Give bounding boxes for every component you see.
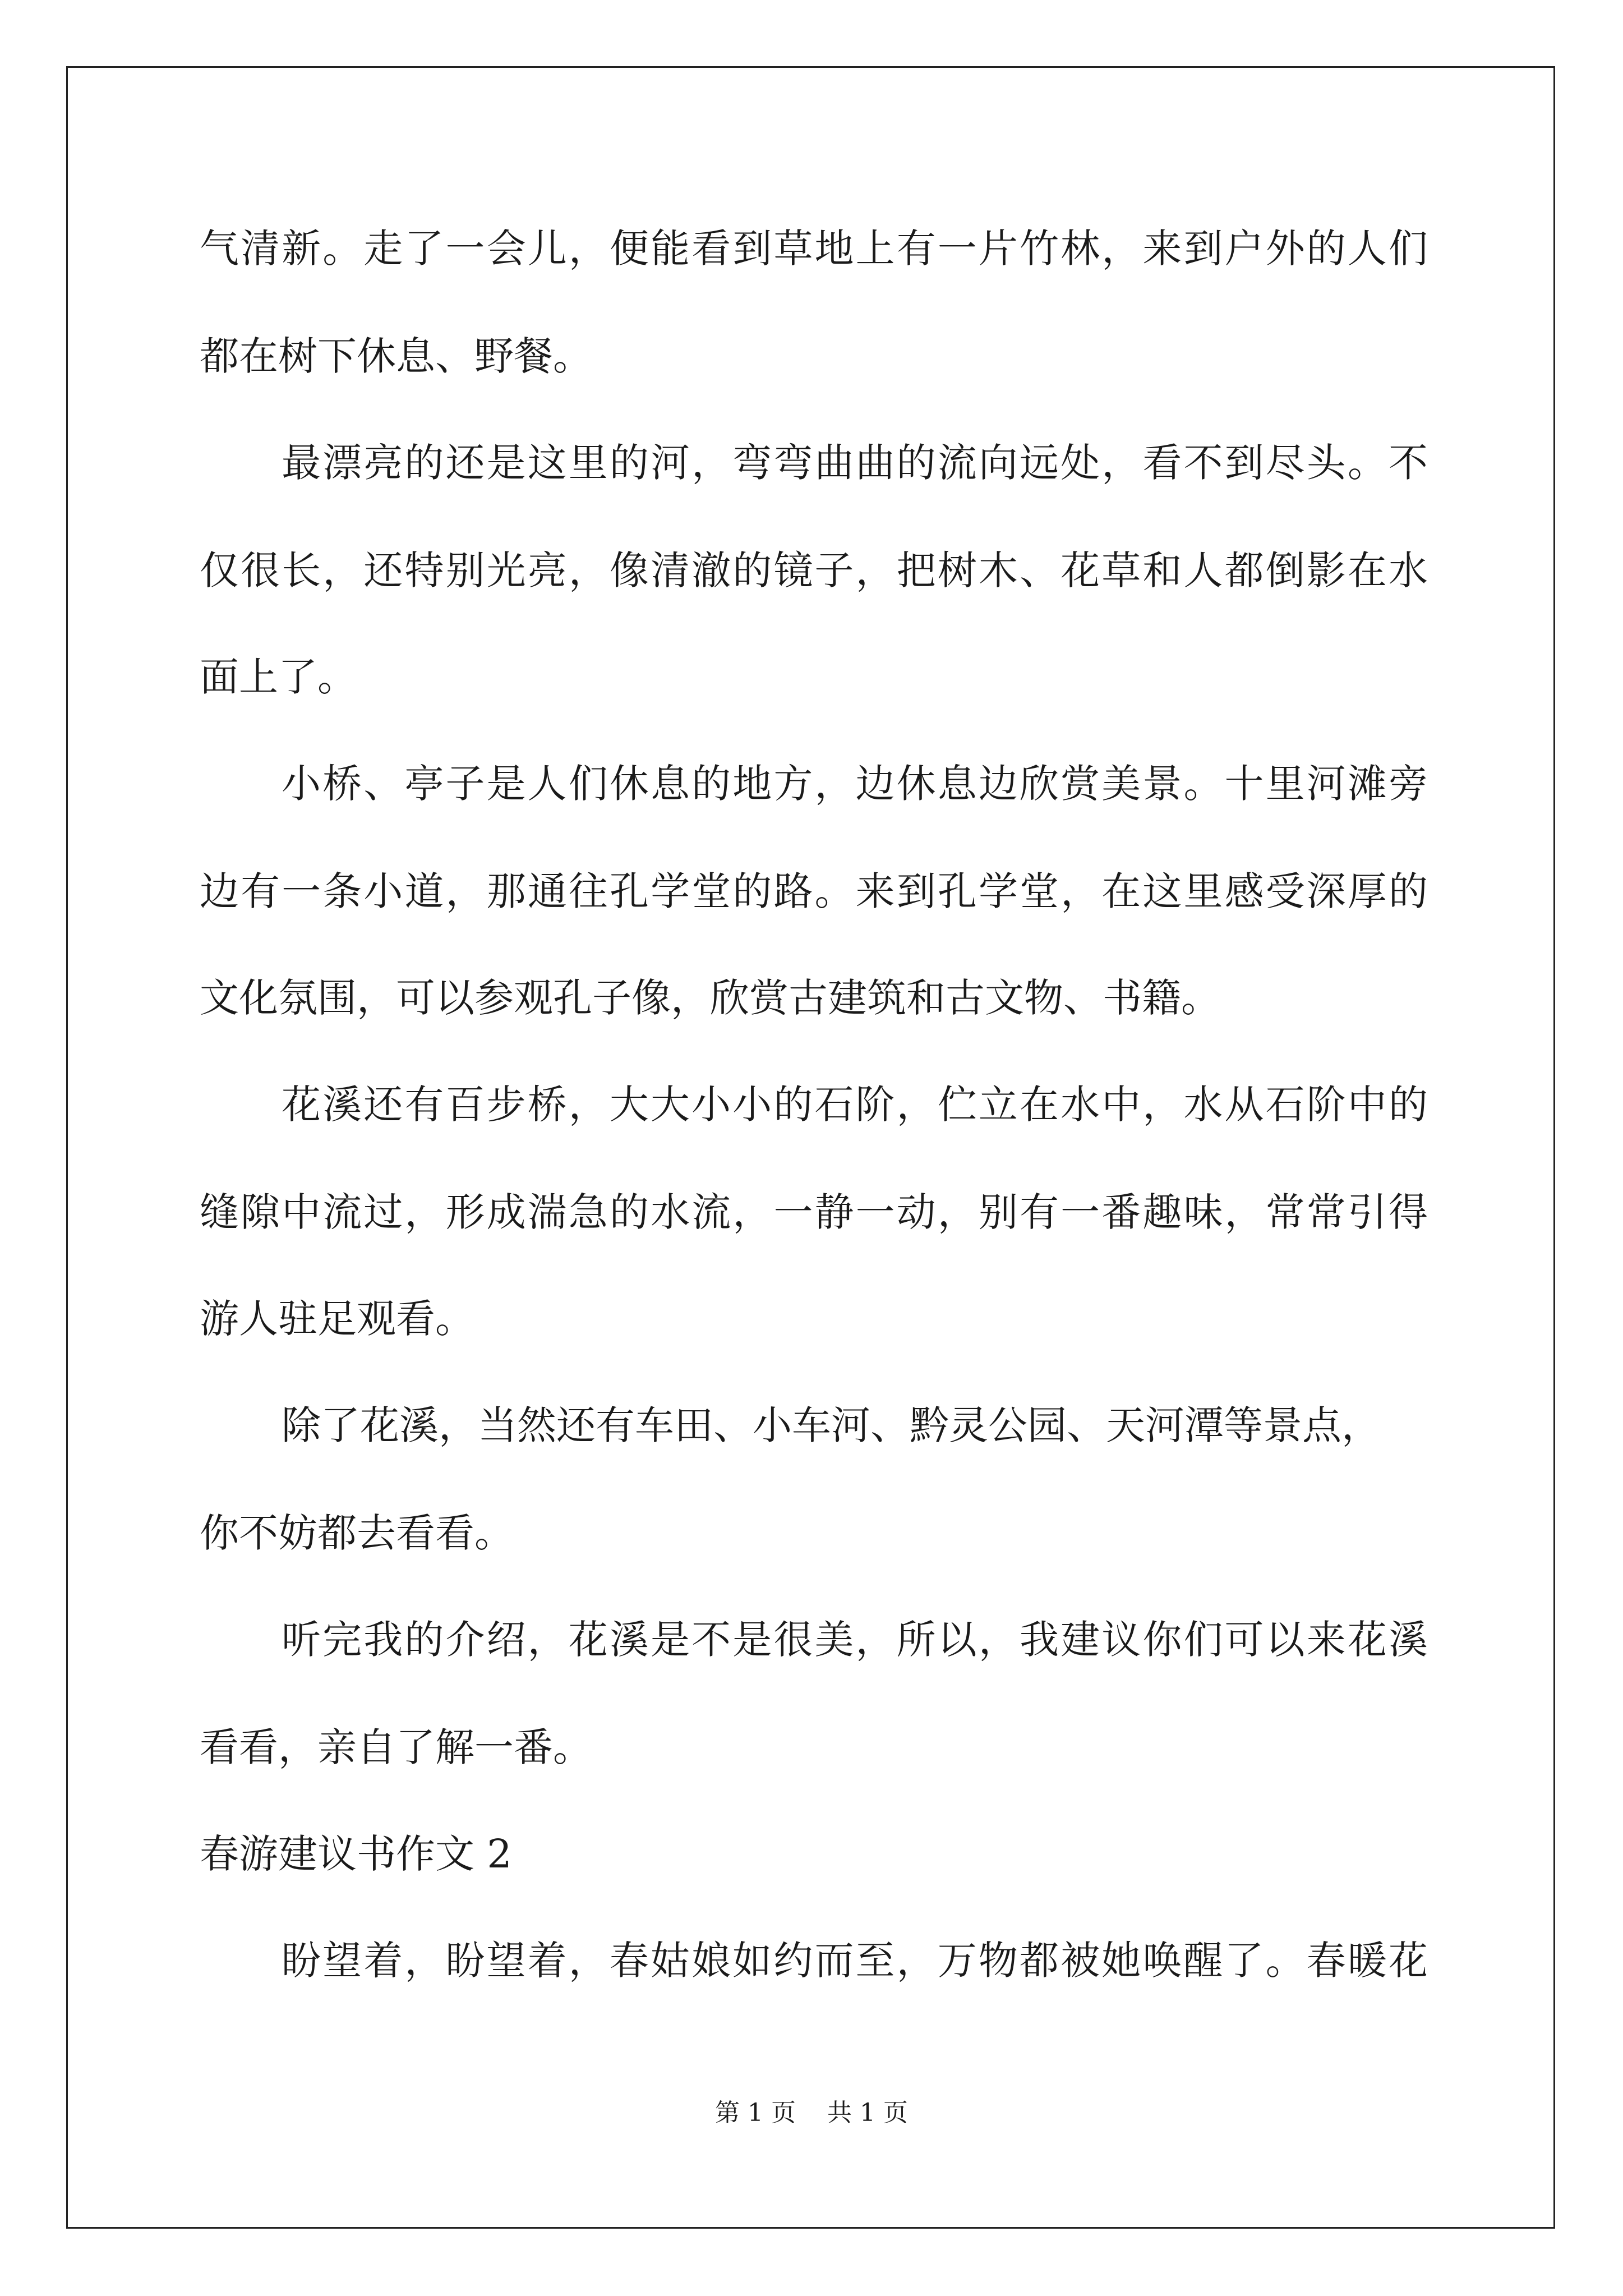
text-line: 小桥、亭子是人们休息的地方，边休息边欣赏美景。十里河滩旁 <box>282 761 1428 807</box>
text-line: 游人驻足观看。 <box>200 1296 474 1342</box>
text-line: 听完我的介绍，花溪是不是很美，所以，我建议你们可以来花溪 <box>282 1617 1428 1663</box>
text-line: 文化氛围，可以参观孔子像，欣赏古建筑和古文物、书籍。 <box>200 975 1220 1021</box>
text-line: 最漂亮的还是这里的河，弯弯曲曲的流向远处，看不到尽头。不 <box>282 440 1428 486</box>
text-line: 缝隙中流过，形成湍急的水流，一静一动，别有一番趣味，常常引得 <box>200 1189 1428 1235</box>
page-footer: 第 1 页 共 1 页 <box>715 2099 908 2127</box>
section-heading: 春游建议书作文 2 <box>200 1831 512 1877</box>
text-line: 花溪还有百步桥，大大小小的石阶，伫立在水中，水从石阶中的 <box>282 1082 1428 1128</box>
page-border <box>66 66 1555 2229</box>
text-line: 盼望着，盼望着，春姑娘如约而至，万物都被她唤醒了。春暖花 <box>282 1938 1428 1984</box>
text-line: 面上了。 <box>200 654 357 700</box>
text-line: 仅很长，还特别光亮，像清澈的镜子，把树木、花草和人都倒影在水 <box>200 547 1428 593</box>
text-line: 你不妨都去看看。 <box>200 1510 514 1556</box>
text-line: 边有一条小道，那通往孔学堂的路。来到孔学堂，在这里感受深厚的 <box>200 868 1428 914</box>
text-line: 都在树下休息、野餐。 <box>200 333 592 379</box>
text-line: 气清新。走了一会儿，便能看到草地上有一片竹林，来到户外的人们 <box>200 226 1428 272</box>
text-line: 看看，亲自了解一番。 <box>200 1724 592 1770</box>
text-line: 除了花溪，当然还有车田、小车河、黔灵公园、天河潭等景点， <box>282 1402 1381 1448</box>
